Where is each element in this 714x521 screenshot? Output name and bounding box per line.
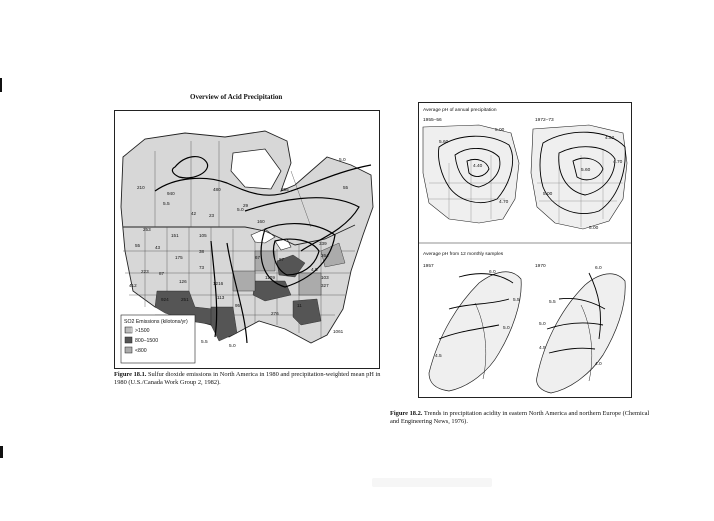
emission-value: 1061 bbox=[333, 329, 344, 334]
legend-item: <800 bbox=[135, 348, 147, 354]
emission-value: 276 bbox=[271, 311, 279, 316]
na-map-1972 bbox=[531, 125, 627, 231]
emission-value: 42 bbox=[191, 211, 197, 216]
emission-value: 95 bbox=[235, 303, 241, 308]
emission-value: 339 bbox=[319, 241, 327, 246]
emission-value: 255 bbox=[281, 187, 289, 192]
na-map-1955 bbox=[423, 125, 519, 223]
ph-value: 4.70 bbox=[613, 160, 623, 165]
emission-value: 126 bbox=[179, 279, 187, 284]
bottom-title: Average pH from 12 monthly samples bbox=[423, 252, 504, 257]
legend-swatch bbox=[125, 347, 132, 353]
emission-value: 11 bbox=[297, 303, 302, 308]
contour-label: 5.0 bbox=[229, 344, 236, 349]
top-left-label: 1955–56 bbox=[423, 118, 442, 123]
top-title: Average pH of annual precipitation bbox=[423, 108, 497, 113]
ph-value: 4.52 bbox=[605, 136, 615, 141]
emission-value: 29 bbox=[243, 203, 249, 208]
emission-value: 940 bbox=[167, 191, 175, 196]
ph-value: 5.00 bbox=[495, 128, 505, 133]
bleed-through-smudge bbox=[372, 478, 492, 487]
legend-item: >1500 bbox=[135, 328, 150, 334]
emission-value: 160 bbox=[257, 219, 265, 224]
bottom-left-label: 1957 bbox=[423, 264, 434, 269]
contour-label: 5.5 bbox=[163, 202, 170, 207]
emission-value: 105 bbox=[199, 233, 207, 238]
emission-value: 67 bbox=[255, 255, 261, 260]
contour-label: 5.0 bbox=[237, 208, 244, 213]
emission-value: 1109 bbox=[265, 275, 275, 280]
emission-value: 251 bbox=[181, 297, 189, 302]
emission-value: 1216 bbox=[213, 281, 224, 286]
ph-value: 4.70 bbox=[499, 200, 509, 205]
ph-value: 4.5 bbox=[435, 354, 442, 359]
caption-label: Figure 18.2. bbox=[390, 410, 423, 417]
ph-value: 4.0 bbox=[595, 362, 602, 367]
ph-value: 5.0 bbox=[539, 322, 546, 327]
ph-value: 6.0 bbox=[489, 270, 496, 275]
emission-value: 113 bbox=[217, 295, 225, 300]
emission-value: 55 bbox=[343, 185, 349, 190]
edge-mark bbox=[0, 446, 3, 458]
emission-legend bbox=[121, 315, 195, 363]
ph-value: 5.00 bbox=[589, 226, 599, 231]
emission-value: 103 bbox=[321, 275, 329, 280]
emission-value: 253 bbox=[143, 227, 151, 232]
ph-value: 5.00 bbox=[543, 192, 553, 197]
emission-value: 43 bbox=[155, 245, 161, 250]
emission-value: 327 bbox=[321, 283, 329, 288]
legend-item: 800–1500 bbox=[135, 338, 159, 344]
legend-swatch bbox=[125, 337, 132, 343]
emission-value: 87 bbox=[279, 257, 285, 262]
emission-value: 38 bbox=[199, 249, 205, 254]
emission-value: 73 bbox=[199, 265, 205, 270]
contour-label: 4.5 bbox=[311, 268, 318, 273]
emission-value: 924 bbox=[161, 297, 169, 302]
ph-value: 6.0 bbox=[595, 266, 602, 271]
emission-value: 151 bbox=[171, 233, 179, 238]
legend-title: SO2 Emissions (kilotons/yr) bbox=[124, 319, 188, 325]
contour-label: 5.5 bbox=[201, 340, 208, 345]
ph-value: 4.40 bbox=[473, 164, 483, 169]
europe-map-1970 bbox=[537, 265, 626, 393]
edge-mark bbox=[0, 78, 2, 92]
ph-value: 5.60 bbox=[439, 140, 449, 145]
emission-value: 412 bbox=[129, 283, 137, 288]
emission-value: 480 bbox=[213, 187, 221, 192]
emission-value: 23 bbox=[209, 213, 215, 218]
figure-18-1-map bbox=[114, 110, 380, 369]
emission-value: 264 bbox=[321, 253, 329, 258]
caption-text: Sulfur dioxide emissions in North America in 1980 and precipitation-weighted mean pH in 1980 (U.S./Canada Work Group 2, 1982). bbox=[114, 371, 381, 386]
emission-value: 87 bbox=[159, 271, 165, 276]
bottom-right-label: 1970 bbox=[535, 264, 546, 269]
emission-value: 175 bbox=[175, 255, 183, 260]
north-america-map bbox=[115, 111, 379, 368]
ph-value: 4.5 bbox=[539, 346, 546, 351]
running-header: Overview of Acid Precipitation bbox=[190, 93, 283, 101]
figure-18-2-maps bbox=[418, 102, 632, 398]
ph-value: 5.0 bbox=[503, 326, 510, 331]
top-right-label: 1972–73 bbox=[535, 118, 554, 123]
figure-18-1-caption bbox=[114, 371, 382, 387]
trend-maps bbox=[419, 103, 631, 397]
caption-text: Trends in precipitation acidity in eastern North America and northern Europe (Chemical and Engineering News, 1976). bbox=[390, 410, 650, 425]
europe-map-1957 bbox=[429, 269, 521, 391]
emission-value: 223 bbox=[141, 269, 149, 274]
contour-label: 5.0 bbox=[339, 158, 346, 163]
emission-value: 210 bbox=[137, 185, 145, 190]
ph-value: 5.60 bbox=[581, 168, 591, 173]
emission-value: 55 bbox=[135, 243, 141, 248]
figure-18-2-caption bbox=[390, 410, 655, 426]
ph-value: 5.5 bbox=[513, 298, 520, 303]
caption-label: Figure 18.1. bbox=[114, 371, 147, 378]
ph-value: 5.5 bbox=[549, 300, 556, 305]
